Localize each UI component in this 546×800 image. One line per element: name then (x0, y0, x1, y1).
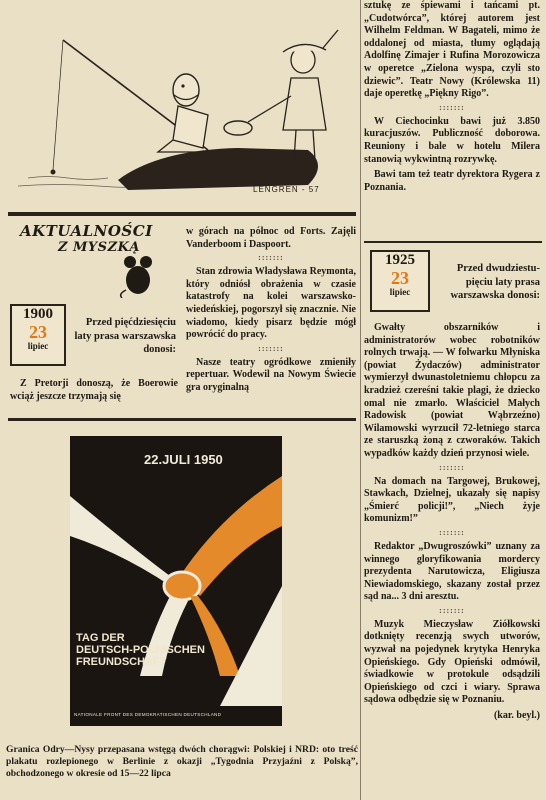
separator: ::::::: (258, 343, 284, 353)
poster-title-line1: TAG DER (76, 632, 125, 644)
theatre-paragraph: sztukę ze śpiewami i tańcami pt. „Cudotwórca”, której autorem jest Wilhelm Feldman. W Bagateli, mimo że oddalonej od miasta, tłumy oglądają Adolfinę Zimajer i Rufina Morozowicza w operetce „Zielona wyspa, czyli sto dziewic”. Teatr Nowy (Królewska 11) daje operetkę „Piękny Rigo”. (364, 0, 540, 100)
ciechocinek-paragraph: W Ciechocinku bawi już 3.850 kuracjuszów. Publiczność doborowa. Reuniony i bale w hotelu Milera stanowią wykwintną rozrywkę. (364, 115, 540, 165)
date-day: 23 (29, 322, 47, 342)
section-bottom-rule (8, 418, 356, 421)
date-year: 1925 (385, 252, 415, 268)
poster-flags-graphic (70, 436, 282, 726)
separator: ::::::: (439, 527, 465, 537)
paragraph-1900 (10, 378, 178, 406)
separator: ::::::: (439, 102, 465, 112)
cartoon-drawing (8, 0, 358, 205)
poster-title-line3: FREUNDSCHAFT (76, 656, 167, 668)
middle-column (186, 226, 356, 398)
poster-footer: NATIONALE FRONT DES DEMOKRATISCHEN DEUTSCHLAND (74, 712, 222, 717)
poster-title (76, 632, 226, 668)
graffiti-paragraph: Na domach na Targowej, Brukowej, Stawkach, Dzielnej, ukazały się napisy „Śmierć policji!”, „Niech żyje komunizm!” (364, 475, 540, 525)
right-rule (364, 241, 542, 243)
section-heading (20, 222, 180, 302)
separator: ::::::: (439, 605, 465, 615)
section-heading-subtitle: Z MYSZKĄ (58, 240, 140, 255)
editor-paragraph: Redaktor „Dwugroszówki” uznany za winnego gloryfikowania mordercy prezydenta Narutowicza, Eligiusza Niewiadomskiego, skazany został przez sąd na... 3 dni aresztu. (364, 540, 540, 603)
poster-title-line2: DEUTSCH-POLNISCHEN (76, 644, 205, 656)
mouse-icon (118, 250, 158, 298)
cartoon (8, 0, 358, 205)
boer-continued-paragraph: w górach na północ od Forts. Zajęli Vanderboom i Daspoort. (186, 226, 356, 250)
section-heading-title: AKTUALNOŚCI (20, 222, 153, 240)
date-month: lipiec (389, 287, 411, 297)
garden-theatre-paragraph: Nasze teatry ogródkowe zmieniły repertuar. Wodewil na Nowym Świecie gra oryginalną (186, 356, 356, 393)
date-box-1925 (370, 250, 430, 312)
date-year: 1900 (23, 306, 53, 322)
separator: ::::::: (258, 253, 284, 263)
intro-1900: Przed pięćdziesięciu laty prasa warszawska donosi: (74, 317, 176, 355)
intro-1925: Przed dwudziestu-pięciu laty prasa warszawska donosi: (450, 263, 540, 301)
date-box-1900 (10, 304, 66, 366)
poster-caption: Granica Odry—Nysy przepasana wstęgą dwóch chorągwi: Polskiej i NRD: oto treść plakatu rozlepionego w Berlinie z okazji „Tygodnia Przyjaźni z Polską”, obchodzonego w okresie od 15—22 lipca (6, 744, 358, 779)
top-rule (8, 212, 356, 216)
right-column-top (364, 0, 540, 197)
right-column-bottom (364, 322, 540, 723)
column-divider (360, 0, 361, 800)
separator: ::::::: (439, 462, 465, 472)
date-day: 23 (391, 268, 409, 288)
date-month: lipiec (27, 341, 49, 351)
duel-paragraph: Muzyk Mieczysław Ziółkowski dotknięty recenzją swych utworów, wyzwał na pojedynek krytyka Henryka Opieńskiego. Gdy Opieński odmówił, świadkowie w protokule odsądzili Opieńskiego od czci i wiary. Sprawa sądowa odbędzie się w Poznaniu. (364, 618, 540, 706)
cartoon-signature: LENGREN - 57 (253, 185, 320, 194)
ryger-paragraph: Bawi tam też teatr dyrektora Rygera z Poznania. (364, 169, 540, 193)
boer-paragraph: Z Pretorji donoszą, że Boerowie wciąż jeszcze trzymają się (10, 378, 178, 402)
author-signature: (kar. beyl.) (493, 710, 540, 722)
reymont-paragraph: Stan zdrowia Władysława Reymonta, który odniósł obrażenia w czasie katastrofy na kolei warszawsko-wiedeńskiej, pogorszył się znacznie. Nie wiadomo, kiedy pisarz będzie mógł powrócić do pracy. (186, 266, 356, 341)
poster (70, 436, 282, 726)
poster-date: 22.JULI 1950 (144, 452, 223, 467)
violence-paragraph: Gwałty obszarników i administratorów wobec robotników rolnych trwają. — W folwarku Młyniska (powiat Żydaczów) administrator wymierzył dwunastoletniemu chłopcu za kradzież czereśni takie plagi, że dziecko omal nie zmarło. Właściciel Małych Radowisk (powiat Wąbrzeźno) Wilamowski wyrzucił 72-letniego starca ze staruszką żoną z czworaków. Takich wypadków każdy dzień przynosi wiele. (364, 322, 540, 459)
